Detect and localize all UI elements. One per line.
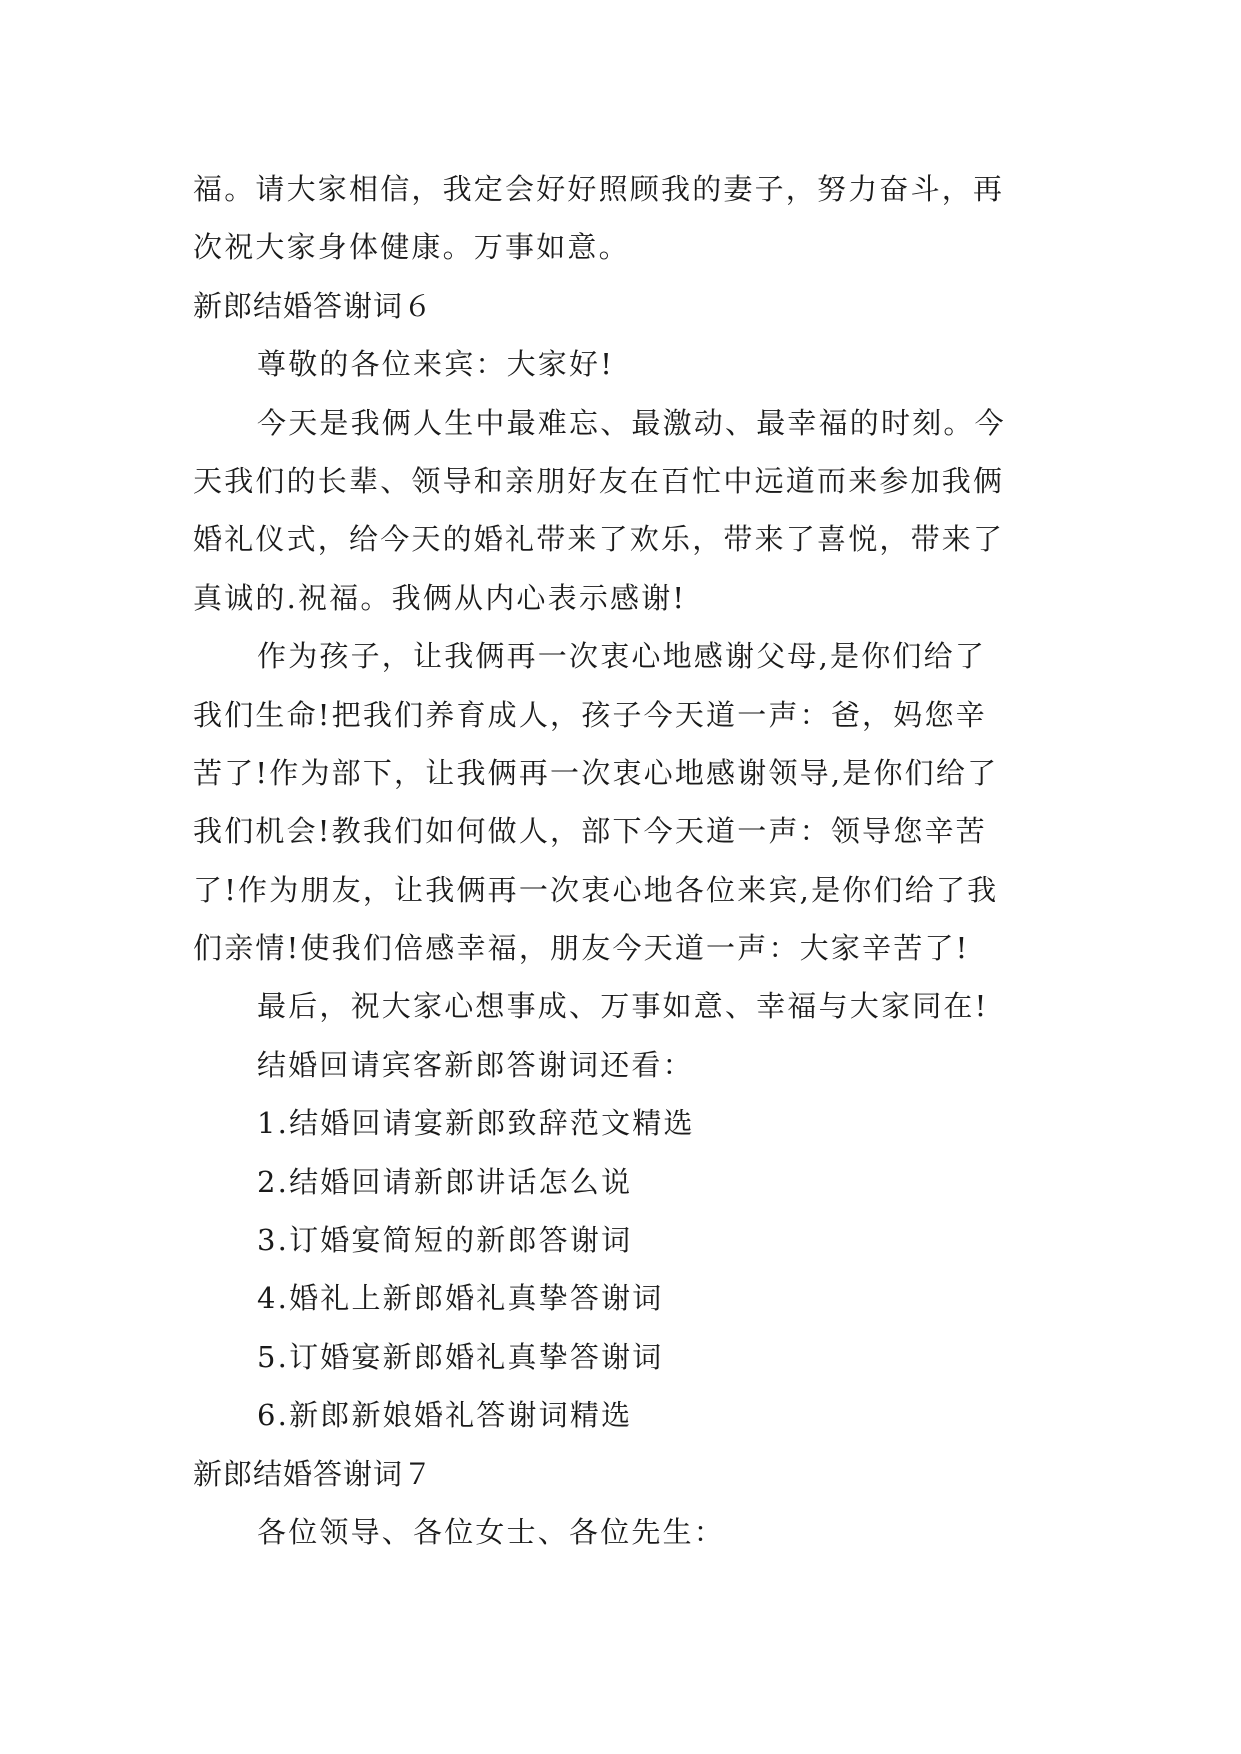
related-link[interactable]: 6.新郎新娘婚礼答谢词精选 [257,1398,633,1433]
salutation: 尊敬的各位来宾：大家好! [257,347,615,382]
section-heading: 新郎结婚答谢词６ [193,288,434,323]
paragraph-line: 作为孩子，让我俩再一次衷心地感谢父母,是你们给了 [257,639,987,674]
related-link[interactable]: 3.订婚宴简短的新郎答谢词 [257,1223,633,1258]
section-heading: 新郎结婚答谢词７ [193,1456,434,1491]
paragraph-line: 次祝大家身体健康。万事如意。 [193,230,630,265]
related-link[interactable]: 1.结婚回请宴新郎致辞范文精选 [257,1106,695,1141]
paragraph-line: 最后，祝大家心想事成、万事如意、幸福与大家同在! [257,989,989,1024]
paragraph-line: 今天是我俩人生中最难忘、最激动、最幸福的时刻。今 [257,405,1006,440]
paragraph-line: 了!作为朋友，让我俩再一次衷心地各位来宾,是你们给了我 [193,872,999,907]
paragraph-line: 我们生命!把我们养育成人，孩子今天道一声：爸，妈您辛 [193,697,987,732]
paragraph-line: 婚礼仪式，给今天的婚礼带来了欢乐，带来了喜悦，带来了 [193,522,1005,557]
related-link[interactable]: 4.婚礼上新郎婚礼真挚答谢词 [257,1281,664,1316]
paragraph-line: 们亲情!使我们倍感幸福，朋友今天道一声：大家辛苦了! [193,931,970,966]
paragraph-line: 苦了!作为部下，让我俩再一次衷心地感谢领导,是你们给了 [193,755,999,790]
salutation: 各位领导、各位女士、各位先生： [257,1514,726,1549]
paragraph-line: 真诚的.祝福。我俩从内心表示感谢! [193,580,687,615]
document-body [193,160,1055,1561]
related-heading: 结婚回请宾客新郎答谢词还看： [257,1047,694,1082]
related-link[interactable]: 2.结婚回请新郎讲话怎么说 [257,1164,633,1199]
paragraph-line: 天我们的长辈、领导和亲朋好友在百忙中远道而来参加我俩 [193,463,1005,498]
paragraph-line: 我们机会!教我们如何做人，部下今天道一声：领导您辛苦 [193,814,987,849]
paragraph-line: 福。请大家相信，我定会好好照顾我的妻子，努力奋斗，再 [193,172,1005,206]
related-link[interactable]: 5.订婚宴新郎婚礼真挚答谢词 [257,1339,664,1374]
